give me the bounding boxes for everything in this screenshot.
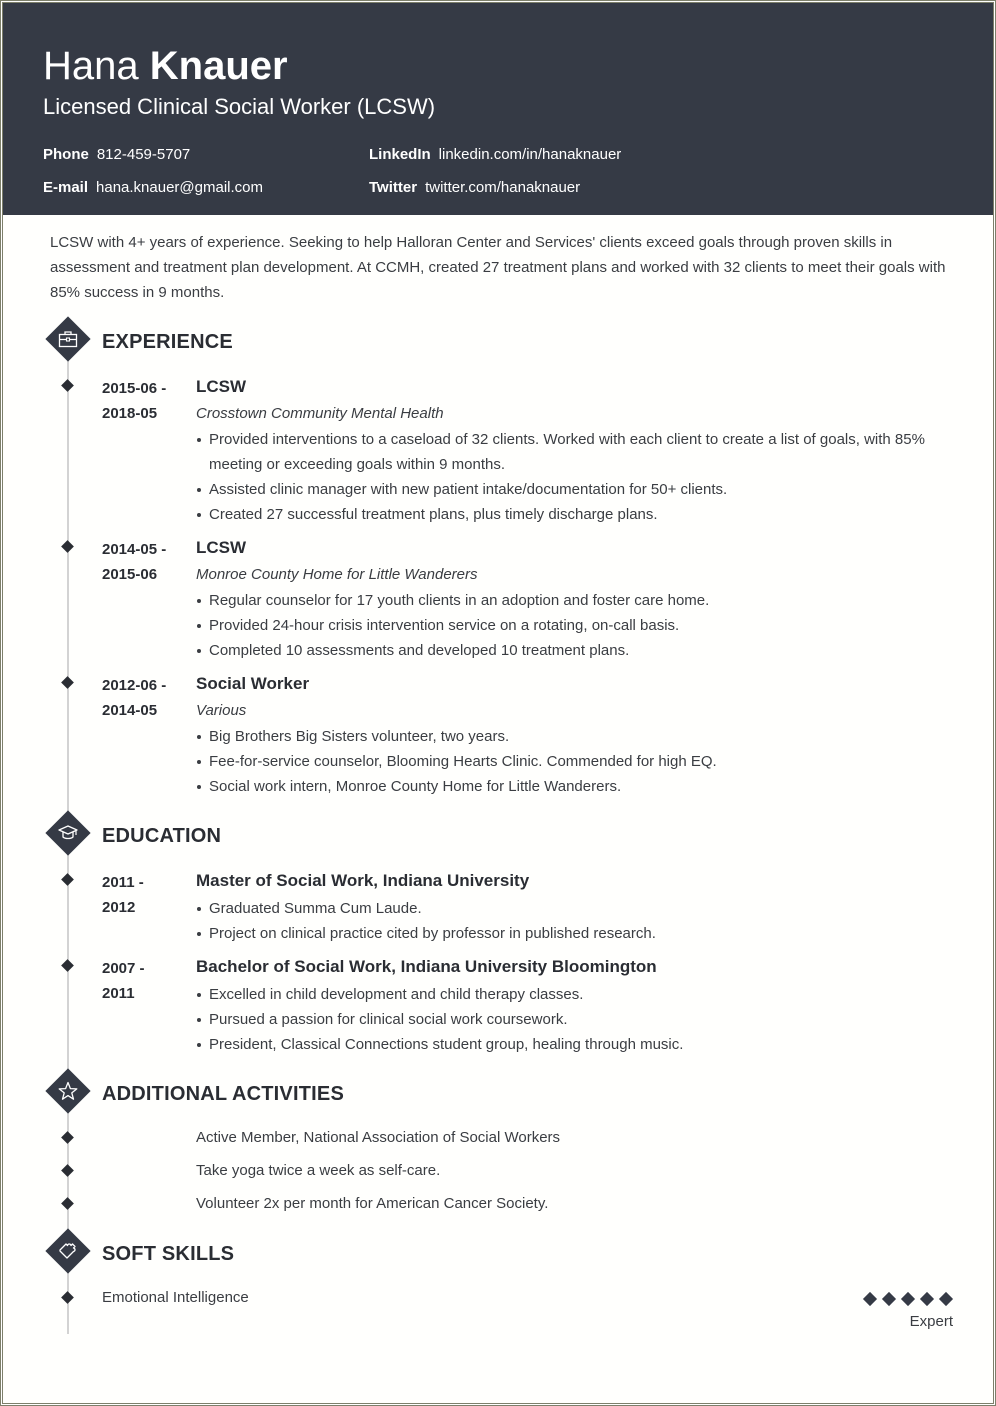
- date-end: 2011: [102, 985, 135, 1002]
- linkedin-link[interactable]: linkedin.com/in/hanaknauer: [438, 146, 622, 163]
- bullet-item: President, Classical Connections student group, healing through music.: [196, 1032, 936, 1057]
- section-title-experience: EXPERIENCE: [102, 331, 233, 353]
- bullet-item: Project on clinical practice cited by professor in published research.: [196, 921, 936, 946]
- rating-diamond-icon: [939, 1292, 953, 1306]
- bullet-item: Created 27 successful treatment plans, plus timely discharge plans.: [196, 502, 936, 527]
- contact-label: E-mail: [43, 179, 89, 196]
- rating-diamond-icon: [863, 1292, 877, 1306]
- bullet-item: Big Brothers Big Sisters volunteer, two years.: [196, 724, 936, 749]
- date-start: 2012-06 -: [102, 677, 167, 694]
- full-name: [43, 43, 288, 89]
- contact-twitter: [369, 179, 580, 197]
- contact-linkedin: [369, 146, 621, 164]
- rating-diamond-icon: [920, 1292, 934, 1306]
- skill-level: Expert: [909, 1313, 953, 1330]
- bullet-item: Regular counselor for 17 youth clients in an adoption and foster care home.: [196, 588, 936, 613]
- contact-label: Twitter: [369, 179, 418, 196]
- rating-diamond-icon: [882, 1292, 896, 1306]
- phone-value: 812-459-5707: [96, 146, 191, 163]
- section-title-soft-skills: SOFT SKILLS: [102, 1243, 235, 1265]
- skill-name: Emotional Intelligence: [102, 1289, 249, 1306]
- summary: LCSW with 4+ years of experience. Seeking to help Halloran Center and Services' clients exceed goals through proven skills in assessment and treatment plan development. At CCMH, created 27 treatment plans and worked with 32 clients to meet their goals with 85% success in 9 months.: [50, 234, 946, 301]
- role-title: LCSW: [196, 538, 247, 557]
- bullet-item: Excelled in child development and child therapy classes.: [196, 982, 936, 1007]
- rating-diamond-icon: [901, 1292, 915, 1306]
- job-title: Licensed Clinical Social Worker (LCSW): [43, 94, 436, 119]
- activity-item: Take yoga twice a week as self-care.: [196, 1162, 441, 1179]
- graduation-cap-icon: [54, 819, 82, 847]
- briefcase-icon: [54, 325, 82, 353]
- email-link[interactable]: hana.knauer@gmail.com: [96, 179, 263, 196]
- first-name: Hana: [43, 44, 139, 88]
- role-title: LCSW: [196, 377, 247, 396]
- activity-item: Volunteer 2x per month for American Cancer Society.: [196, 1195, 549, 1212]
- date-start: 2015-06 -: [102, 380, 167, 397]
- date-start: 2007 -: [102, 960, 145, 977]
- bullet-item: Pursued a passion for clinical social work coursework.: [196, 1007, 936, 1032]
- contact-email: [43, 179, 263, 197]
- degree-title: Master of Social Work, Indiana University: [196, 871, 530, 890]
- puzzle-icon: [54, 1237, 82, 1265]
- bullet-item: Provided interventions to a caseload of 32 clients. Worked with each client to create a list of goals, with 85% meeting or exceeding goals within 9 months.: [196, 427, 936, 477]
- bullet-item: Fee-for-service counselor, Blooming Hearts Clinic. Commended for high EQ.: [196, 749, 936, 774]
- contact-label: LinkedIn: [369, 146, 431, 163]
- section-title-activities: ADDITIONAL ACTIVITIES: [102, 1083, 344, 1105]
- contact-phone: [43, 146, 190, 164]
- date-start: 2014-05 -: [102, 541, 167, 558]
- section-title-education: EDUCATION: [102, 825, 222, 847]
- bullet-list: [196, 427, 936, 527]
- role-title: Social Worker: [196, 674, 310, 693]
- star-icon: [54, 1077, 82, 1105]
- date-end: 2015-06: [102, 566, 158, 583]
- contact-label: Phone: [43, 146, 89, 163]
- activity-item: Active Member, National Association of Social Workers: [196, 1129, 561, 1146]
- bullet-item: Completed 10 assessments and developed 10 treatment plans.: [196, 638, 936, 663]
- skill-rating: [863, 1292, 953, 1306]
- bullet-item: Provided 24-hour crisis intervention service on a rotating, on-call basis.: [196, 613, 936, 638]
- bullet-list: [196, 896, 936, 946]
- date-end: 2018-05: [102, 405, 158, 422]
- last-name: Knauer: [149, 44, 288, 88]
- bullet-item: Assisted clinic manager with new patient intake/documentation for 50+ clients.: [196, 477, 936, 502]
- company-name: Crosstown Community Mental Health: [196, 405, 444, 422]
- bullet-list: [196, 982, 936, 1057]
- bullet-list: [196, 588, 936, 663]
- degree-title: Bachelor of Social Work, Indiana University Bloomington: [196, 957, 657, 976]
- bullet-list: [196, 724, 936, 799]
- date-end: 2012: [102, 899, 136, 916]
- company-name: Various: [196, 702, 247, 719]
- bullet-item: Graduated Summa Cum Laude.: [196, 896, 936, 921]
- resume-header: [3, 3, 993, 215]
- company-name: Monroe County Home for Little Wanderers: [196, 566, 478, 583]
- timeline-line: [67, 350, 69, 815]
- twitter-link[interactable]: twitter.com/hanaknauer: [425, 179, 581, 196]
- date-start: 2011 -: [102, 874, 144, 891]
- bullet-item: Social work intern, Monroe County Home for Little Wanderers.: [196, 774, 936, 799]
- date-end: 2014-05: [102, 702, 158, 719]
